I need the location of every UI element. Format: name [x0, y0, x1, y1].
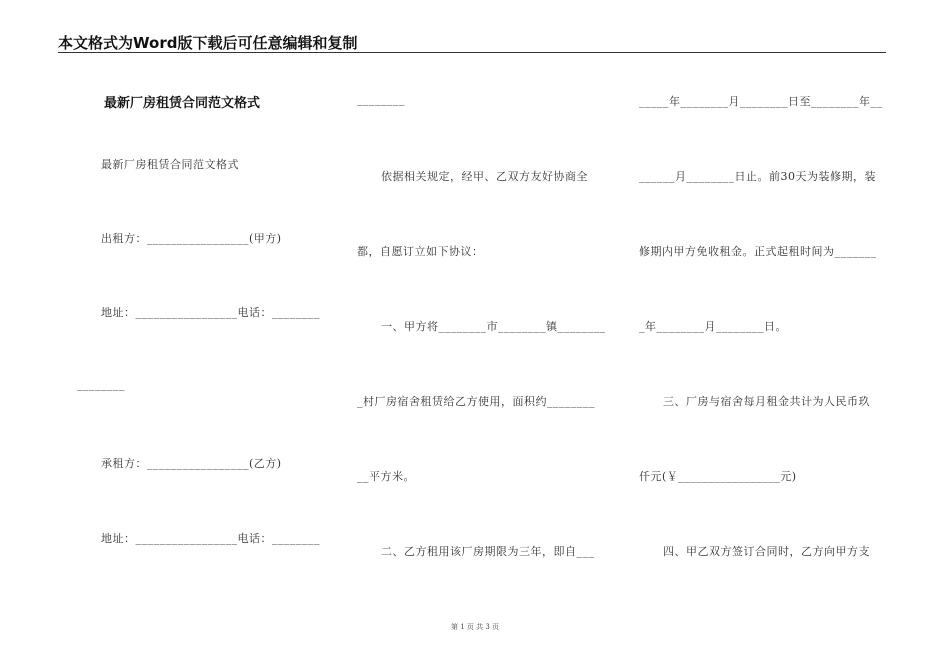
col3-line: ______月________日止。前30天为装修期，装 — [639, 170, 876, 183]
col1-line: 承租方：_________________(乙方) — [101, 457, 282, 470]
col1-line: 地址：_________________电话：________ — [101, 532, 320, 545]
col3-line: 四、甲乙双方签订合同时，乙方向甲方支 — [663, 545, 870, 558]
col3-line: _____年________月________日至________年__ — [639, 95, 883, 108]
col1-line: 地址：_________________电话：________ — [101, 306, 320, 319]
col2-line: 二、乙方租用该厂房期限为三年，即自___ — [381, 545, 595, 558]
document-title: 最新厂房租赁合同范文格式 — [104, 96, 261, 111]
col2-line: 一、甲方将________市________镇________ — [381, 320, 606, 333]
col2-line: ________ — [357, 93, 405, 106]
col1-line: ________ — [77, 378, 125, 391]
col3-line: 仟元(￥_________________元) — [639, 470, 797, 483]
col2-line: 都，自愿订立如下协议： — [357, 245, 484, 258]
page-number: 第 1 页 共 3 页 — [450, 623, 500, 631]
col2-line: _村厂房宿舍租赁给乙方使用，面积约________ — [357, 395, 595, 408]
col3-line: 三、厂房与宿舍每月租金共计为人民币玖 — [663, 395, 870, 408]
col2-line: 依据相关规定，经甲、乙双方友好协商全 — [381, 170, 588, 183]
col3-line: 修期内甲方免收租金。正式起租时间为_______ — [639, 245, 877, 258]
col3-line: _年________月________日。 — [639, 320, 787, 333]
col1-line: 最新厂房租赁合同范文格式 — [101, 158, 239, 171]
header-divider — [58, 52, 886, 53]
col1-line: 出租方：_________________(甲方) — [101, 232, 282, 245]
col2-line: __平方米。 — [357, 470, 415, 483]
document-header-title: 本文格式为Word版下载后可任意编辑和复制 — [58, 34, 358, 52]
